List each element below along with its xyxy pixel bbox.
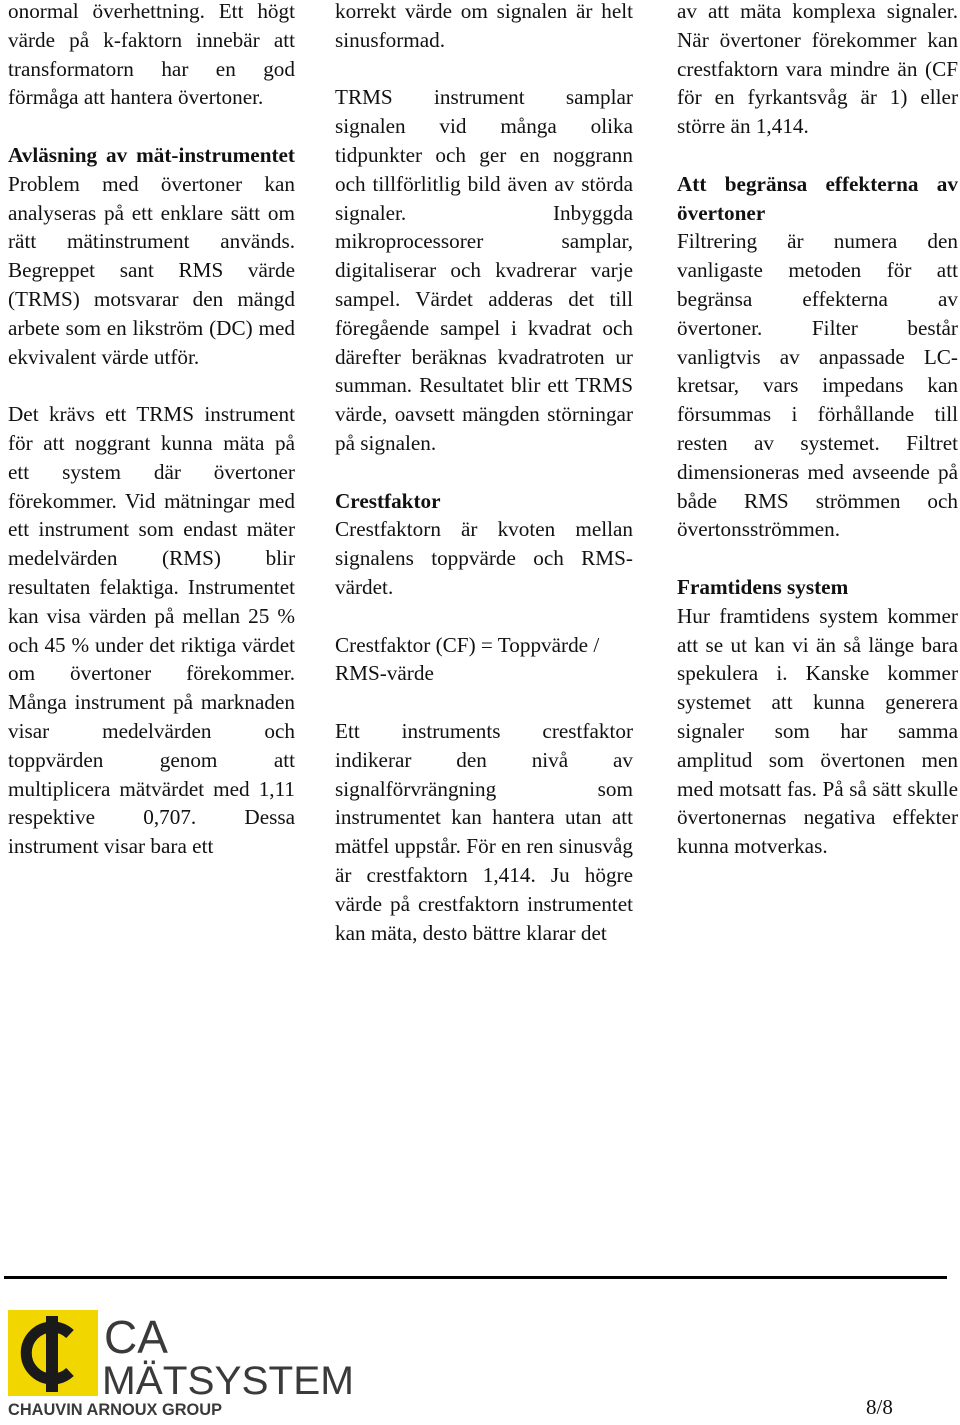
footer-rule [4, 1276, 947, 1279]
paragraph [677, 0, 958, 141]
section-heading: Framtidens system [677, 574, 849, 599]
formula [335, 631, 633, 689]
text-column-2 [335, 0, 633, 947]
paragraph [335, 0, 633, 55]
paragraph-text: av att mäta komplexa signaler. När övertoner förekommer kan crestfaktorn vara mindre än (CF för en fyrkantsvåg är 1) eller större än 1,414. [677, 0, 958, 139]
paragraph [8, 400, 295, 861]
paragraph [335, 717, 633, 947]
paragraph-text: Filtrering är numera den vanligaste metoden för att begränsa effekterna av övertoner. Filter består vanligtvis av anpassade LC-kretsar, vars impedans kan försummas i förhållande till resten av systemet. Filtret dimensioneras med avseende på både RMS strömmen och övertonsströmmen. [677, 229, 958, 542]
paragraph-text: Crestfaktorn är kvoten mellan signalens toppvärde och RMS-värdet. [335, 517, 633, 599]
formula-text: Crestfaktor (CF) = Toppvärde / RMS-värde [335, 632, 600, 686]
paragraph-text: onormal överhettning. Ett högt värde på k-faktorn innebär att transformatorn har en god förmåga att hantera övertoner. [8, 0, 295, 110]
section-heading: Avläsning av mät-instrumentet [8, 142, 295, 167]
section [677, 573, 958, 861]
logo-bar-mark-icon [46, 1316, 58, 1392]
text-column-1 [8, 0, 295, 861]
logo-tagline: CHAUVIN ARNOUX GROUP [8, 1400, 222, 1418]
company-logo [8, 1306, 358, 1418]
paragraph-text: Problem med övertoner kan analyseras på ett enklare sätt om rätt mätinstrument används. Begreppet sant RMS värde (TRMS) motsvarar den mängd arbete som en likström (DC) med ekvivalent värde utför. [8, 171, 295, 369]
paragraph-text: Hur framtidens system kommer att se ut kan vi än så länge bara spekulera i. Kanske kommer systemet att kunna generera signaler som har samma amplitud som övertonen men med motsatt fas. På så sätt skulle övertonernas negativa effekter kunna motverkas. [677, 603, 958, 859]
section [335, 487, 633, 602]
section [677, 170, 958, 544]
section-heading: Crestfaktor [335, 488, 441, 513]
paragraph-text: TRMS instrument samplar signalen vid många olika tidpunkter och ger en noggrann och tillförlitlig bild även av störda signaler. Inbyggda mikroprocessorer samplar, digitaliserar och kvadrerar varje sampel. Värdet adderas det till föregående sampel i kvadrat och därefter beräknas kvadratroten ur summan. Resultatet blir ett TRMS värde, oavsett mängden störningar på signalen. [335, 85, 633, 455]
paragraph-text: Ett instruments crestfaktor indikerar den nivå av signalförvrängning som instrumentet kan hantera utan att mätfel uppstår. För en ren sinusvåg är crestfaktorn 1,414. Ju högre värde på crestfaktorn instrumentet kan mäta, desto bättre klarar det [335, 718, 633, 945]
logo-line-ca: CA [104, 1311, 168, 1363]
paragraph-text: Det krävs ett TRMS instrument för att noggrant kunna mäta på ett system där övertoner förekommer. Vid mätningar med ett instrument som endast mäter medelvärden (RMS) blir resultaten felaktiga. Instrumentet kan visa värden på mellan 25 % och 45 % under det riktiga värdet om övertoner förekommer. Många instrument på marknaden visar medelvärden och toppvärden genom att multiplicera mätvärdet med 1,11 respektive 0,707. Dessa instrument visar bara ett [8, 402, 295, 859]
text-column-3 [677, 0, 958, 861]
page-number: 8/8 [866, 1395, 893, 1419]
paragraph [335, 83, 633, 457]
section-heading: Att begränsa effekterna av övertoner [677, 171, 958, 225]
paragraph [8, 0, 295, 112]
section [8, 141, 295, 371]
logo-line-matsystem: MÄTSYSTEM [102, 1359, 354, 1403]
paragraph-text: korrekt värde om signalen är helt sinusformad. [335, 0, 633, 52]
